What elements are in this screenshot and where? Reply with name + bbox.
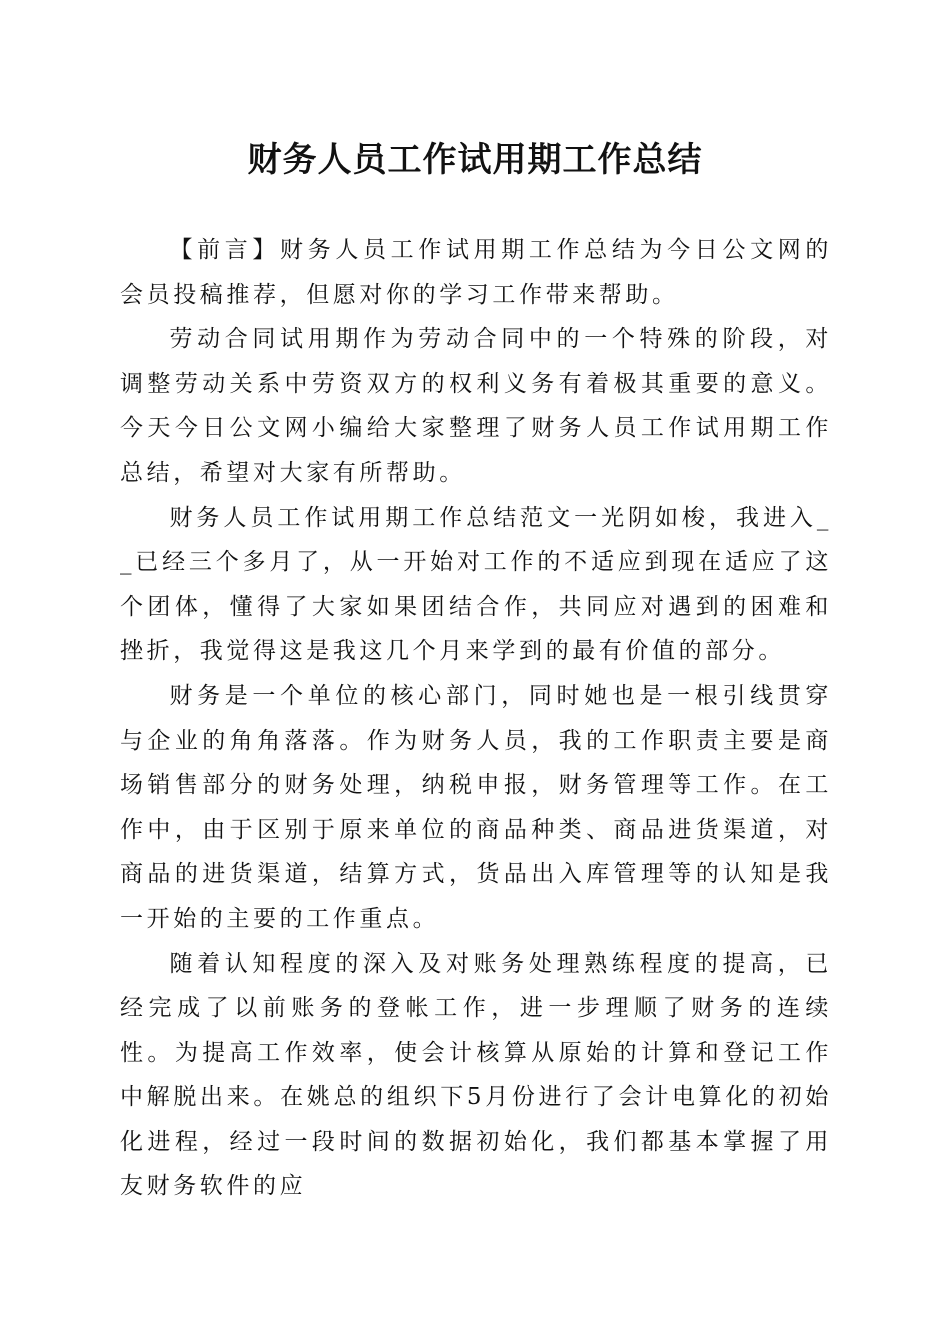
paragraph-progress: 随着认知程度的深入及对账务处理熟练程度的提高，已经完成了以前账务的登帐工作，进一步理顺了财务的连续性。为提高工作效率，使会计核算从原始的计算和登记工作中解脱出来。在姚总的组织下5月份进行了会计电算化的初始化进程，经过一段时间的数据初始化，我们都基本掌握了用友财务软件的应	[120, 950, 832, 1200]
paragraph-duties: 财务是一个单位的核心部门，同时她也是一根引线贯穿与企业的角角落落。作为财务人员，我的工作职责主要是商场销售部分的财务处理，纳税申报，财务管理等工作。在工作中，由于区别于原来单位的商品种类、商品进货渠道，对商品的进货渠道，结算方式，货品出入库管理等的认知是我一开始的主要的工作重点。	[120, 682, 832, 932]
document-body	[120, 228, 832, 1209]
document-title: 财务人员工作试用期工作总结	[247, 140, 703, 180]
paragraph-intro: 劳动合同试用期作为劳动合同中的一个特殊的阶段，对调整劳动关系中劳资双方的权利义务有着极其重要的意义。今天今日公文网小编给大家整理了财务人员工作试用期工作总结，希望对大家有所帮助。	[120, 326, 832, 486]
paragraph-preface: 【前言】财务人员工作试用期工作总结为今日公文网的会员投稿推荐，但愿对你的学习工作带来帮助。	[120, 237, 832, 308]
paragraph-sample-one: 财务人员工作试用期工作总结范文一光阴如梭，我进入__已经三个多月了，从一开始对工作的不适应到现在适应了这个团体，懂得了大家如果团结合作，共同应对遇到的困难和挫折，我觉得这是我这几个月来学到的最有价值的部分。	[120, 504, 832, 665]
